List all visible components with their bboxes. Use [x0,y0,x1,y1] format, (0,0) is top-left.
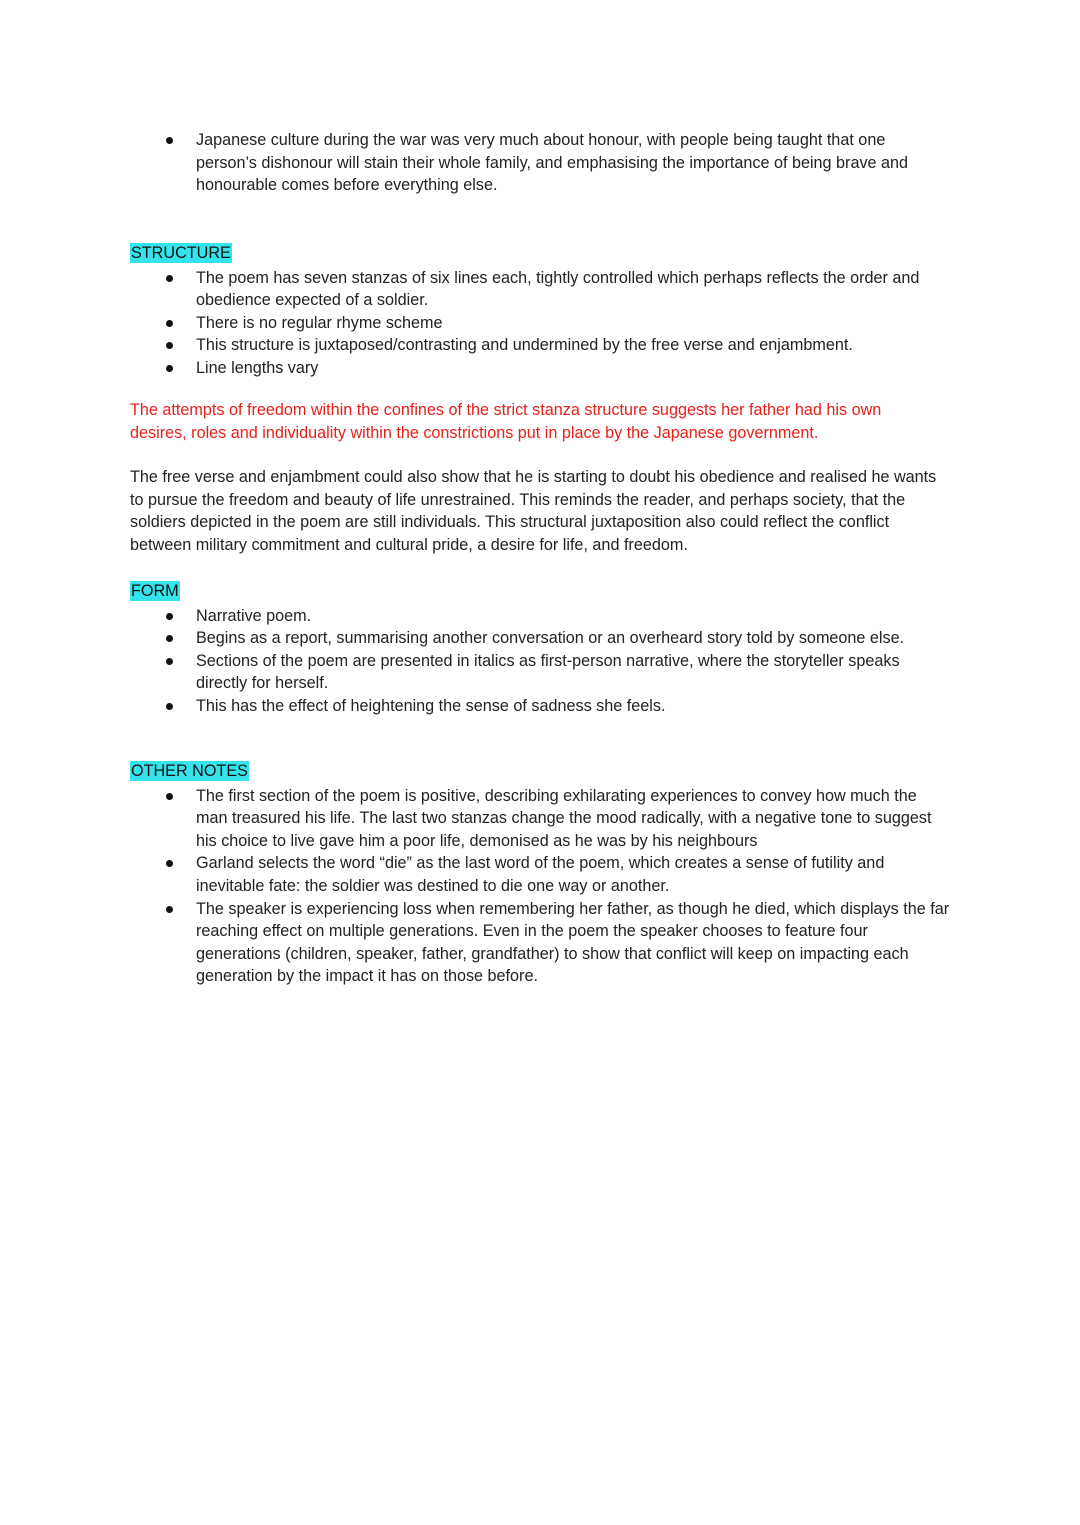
intro-list [130,129,930,197]
other-notes-list [130,785,950,988]
intro-section [130,129,930,197]
list-item: The speaker is experiencing loss when remembering her father, as though he died, which displays the far reaching effect on multiple generations. Even in the poem the speaker chooses to feature four generations (children, speaker, father, grandfather) to show that conflict will keep on impacting each generation by the impact it has on those before. [130,898,950,988]
structure-paragraph-block [130,466,950,556]
list-item: Sections of the poem are presented in italics as first-person narrative, where the storyteller speaks directly for herself. [130,650,930,695]
structure-heading: STRUCTURE [131,244,231,262]
other-notes-heading: OTHER NOTES [131,762,248,780]
list-item: This has the effect of heightening the sense of sadness she feels. [130,695,930,718]
list-item: There is no regular rhyme scheme [130,312,930,335]
analysis-paragraph: The free verse and enjambment could also show that he is starting to doubt his obedience and realised he wants to pursue the freedom and beauty of life unrestrained. This reminds the reader, and perhaps society, that the soldiers depicted in the poem are still individuals. This structural juxtaposition also could reflect the conflict between military commitment and cultural pride, a desire for life, and freedom. [130,468,937,554]
list-item: Begins as a report, summarising another conversation or an overheard story told by someone else. [130,627,930,650]
structure-red-paragraph-block [130,399,920,444]
form-section [130,580,930,718]
structure-list [130,267,930,380]
list-item: This structure is juxtaposed/contrasting and undermined by the free verse and enjambment. [130,334,930,357]
structure-section [130,242,950,380]
list-item: Narrative poem. [130,605,930,628]
form-heading: FORM [131,582,179,600]
list-item: Garland selects the word “die” as the last word of the poem, which creates a sense of futility and inevitable fate: the soldier was destined to die one way or another. [130,852,950,897]
other-notes-section [130,760,950,988]
list-item: The poem has seven stanzas of six lines each, tightly controlled which perhaps reflects the order and obedience expected of a soldier. [130,267,930,312]
list-item: Line lengths vary [130,357,930,380]
red-analysis-paragraph: The attempts of freedom within the confines of the strict stanza structure suggests her father had his own desires, roles and individuality within the constrictions put in place by the Japanese government. [130,401,882,442]
list-item: Japanese culture during the war was very much about honour, with people being taught that one person’s dishonour will stain their whole family, and emphasising the importance of being brave and honourable comes before everything else. [130,129,930,197]
form-list [130,605,930,718]
list-item: The first section of the poem is positive, describing exhilarating experiences to convey how much the man treasured his life. The last two stanzas change the mood radically, with a negative tone to suggest his choice to live gave him a poor life, demonised as he was by his neighbours [130,785,950,853]
